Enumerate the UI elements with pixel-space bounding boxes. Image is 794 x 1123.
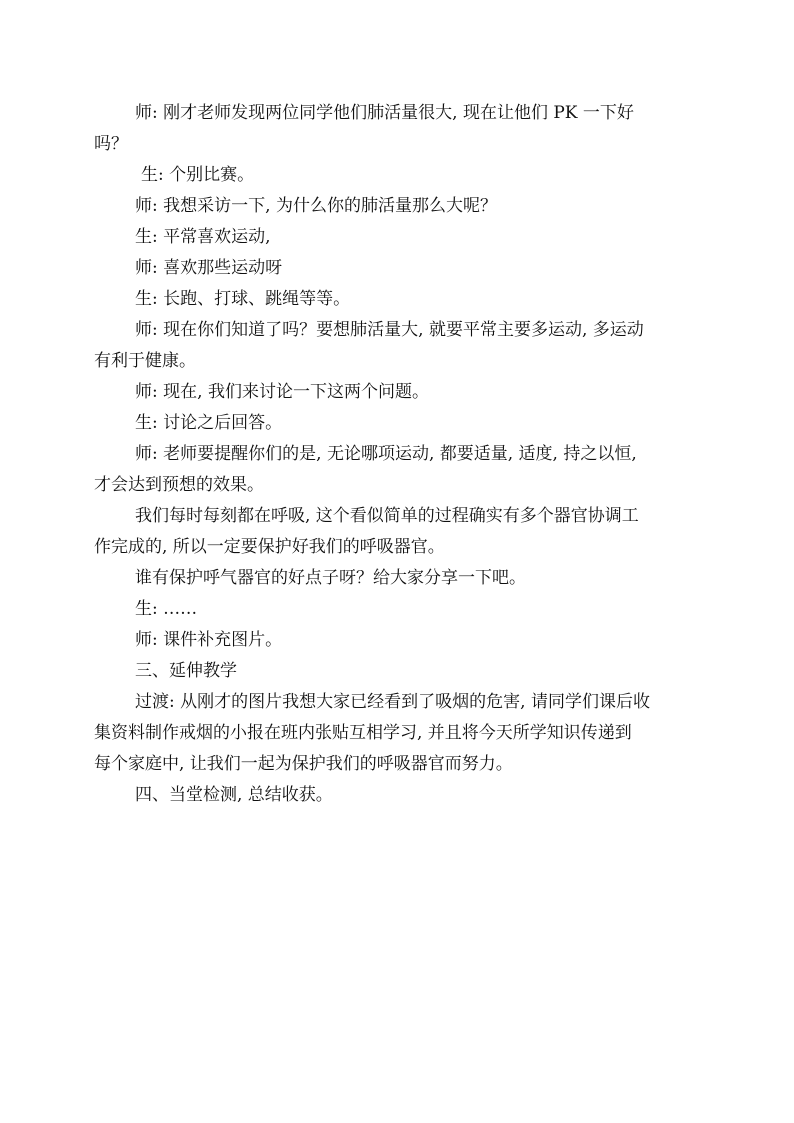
paragraph-line: 集资料制作戒烟的小报在班内张贴互相学习, 并且将今天所学知识传递到 <box>94 723 632 743</box>
paragraph-line: 师: 老师要提醒你们的是, 无论哪项运动, 都要适量, 适度, 持之以恒, <box>135 444 637 464</box>
section-heading: 三、延伸教学 <box>135 661 237 681</box>
paragraph-line: 生: 个别比赛。 <box>141 165 255 185</box>
paragraph-line: 生: 平常喜欢运动, <box>135 227 271 247</box>
paragraph-line: 师: 喜欢那些运动呀 <box>135 258 283 278</box>
paragraph-line: 师: 现在, 我们来讨论一下这两个问题。 <box>135 382 429 402</box>
paragraph-line: 生: …… <box>135 599 198 619</box>
paragraph-line: 谁有保护呼气器官的好点子呀？给大家分享一下吧。 <box>135 568 526 588</box>
paragraph-line: 才会达到预想的效果。 <box>94 475 264 495</box>
paragraph-line: 生: 长跑、打球、跳绳等等。 <box>135 289 351 309</box>
section-heading: 四、当堂检测, 总结收获。 <box>135 785 333 805</box>
paragraph-line: 吗？ <box>94 134 128 154</box>
paragraph-line: 作完成的, 所以一定要保护好我们的呼吸器官。 <box>94 537 445 557</box>
paragraph-line: 每个家庭中, 让我们一起为保护我们的呼吸器官而努力。 <box>94 754 513 774</box>
paragraph-line: 有利于健康。 <box>94 351 196 371</box>
paragraph-line: 师: 我想采访一下, 为什么你的肺活量那么大呢？ <box>135 196 497 216</box>
paragraph-line: 我们每时每刻都在呼吸, 这个看似简单的过程确实有多个器官协调工 <box>135 506 639 526</box>
paragraph-line: 师: 课件补充图片。 <box>135 630 283 650</box>
document-body <box>94 98 704 811</box>
paragraph-line: 过渡: 从刚才的图片我想大家已经看到了吸烟的危害, 请同学们课后收 <box>135 692 650 712</box>
paragraph-line: 师: 现在你们知道了吗？要想肺活量大, 就要平常主要多运动, 多运动 <box>135 320 644 340</box>
paragraph-line: 生: 讨论之后回答。 <box>135 413 283 433</box>
paragraph-line: 师: 刚才老师发现两位同学他们肺活量很大, 现在让他们 PK 一下好 <box>135 103 634 123</box>
